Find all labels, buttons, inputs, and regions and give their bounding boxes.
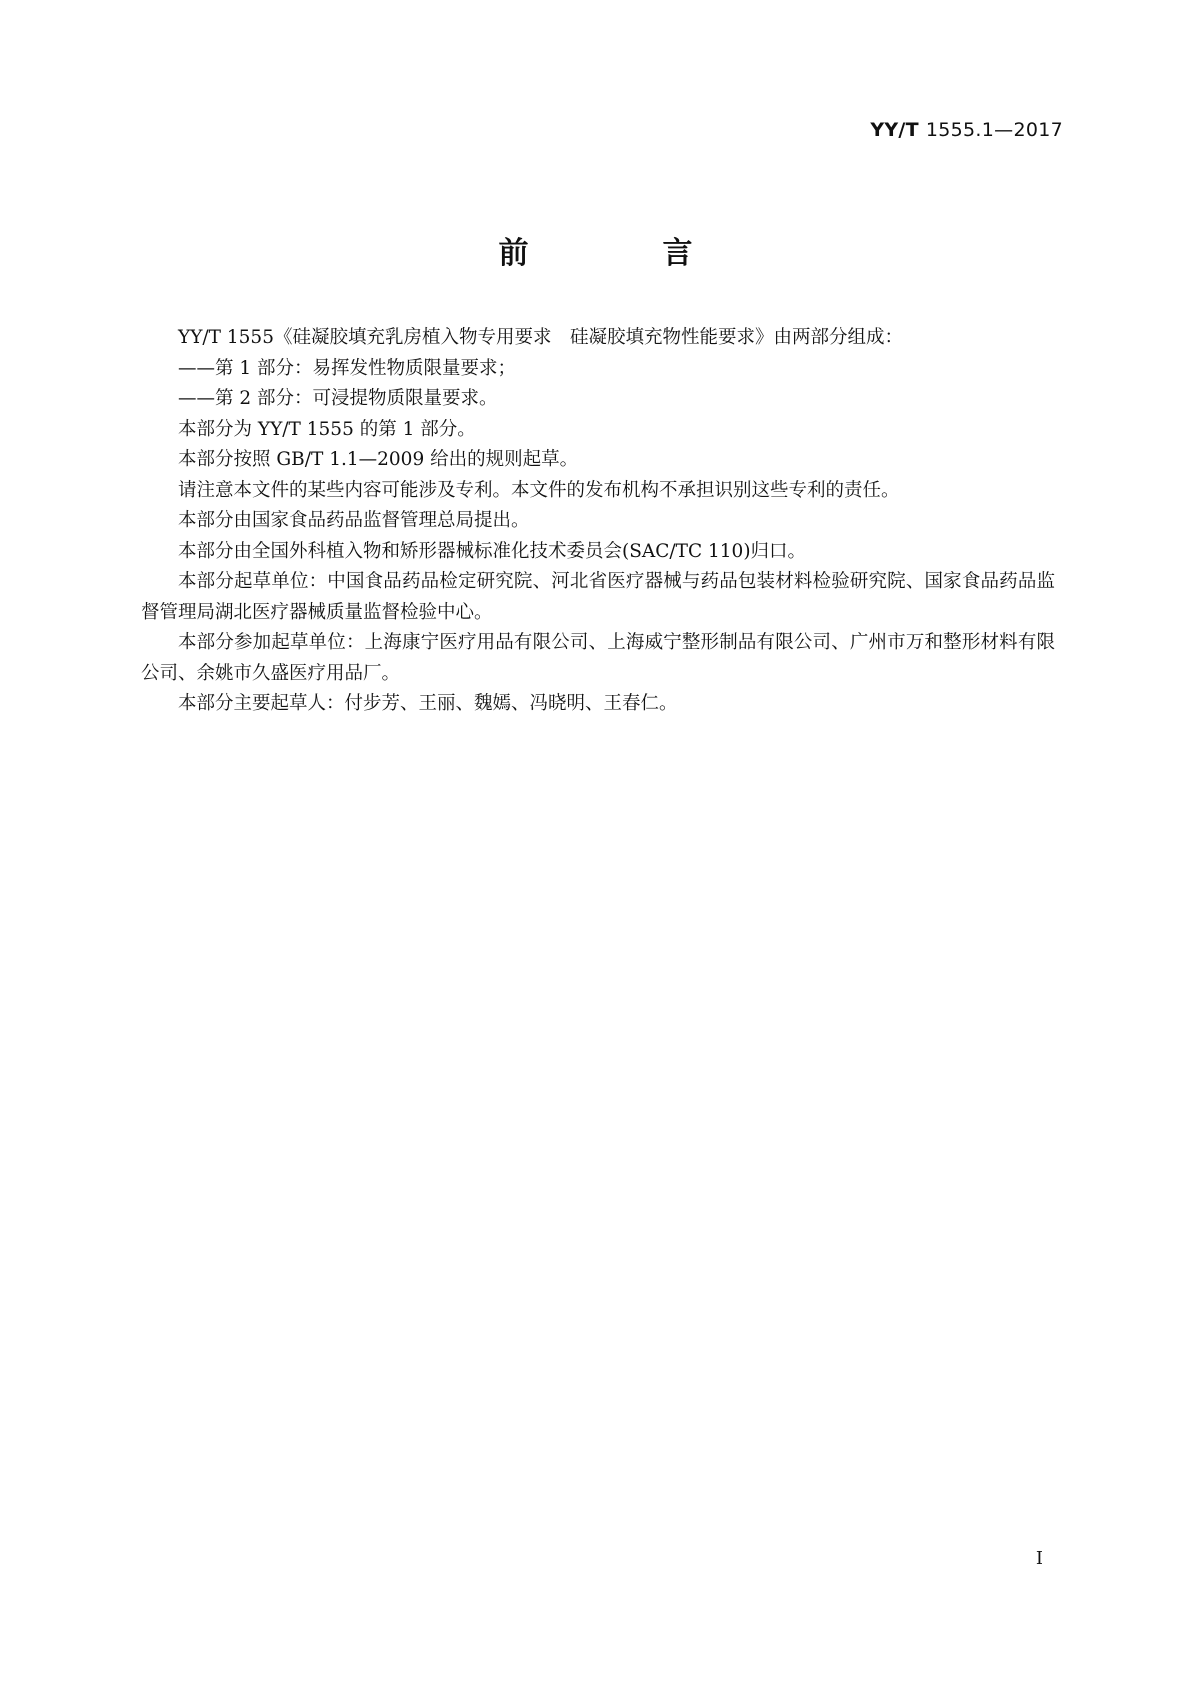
paragraph-proposer: 本部分由国家食品药品监督管理总局提出。 xyxy=(178,510,530,531)
paragraph-drafters: 本部分主要起草人：付步芳、王丽、魏嫣、冯晓明、王春仁。 xyxy=(178,693,678,714)
paragraph-committee: 本部分由全国外科植入物和矫形器械标准化技术委员会(SAC/TC 110)归口。 xyxy=(178,540,807,562)
paragraph-patent-notice: 请注意本文件的某些内容可能涉及专利。本文件的发布机构不承担识别这些专利的责任。 xyxy=(178,479,900,501)
standard-code-number: 1555.1—2017 xyxy=(925,119,1063,141)
paragraph-part-statement: 本部分为 YY/T 1555 的第 1 部分。 xyxy=(178,418,476,440)
paragraph-composition: YY/T 1555《硅凝胶填充乳房植入物专用要求 硅凝胶填充物性能要求》由两部分组成： xyxy=(178,327,903,348)
page-title: 前 言 xyxy=(498,236,745,271)
paragraph-drafting-rules: 本部分按照 GB/T 1.1—2009 给出的规则起草。 xyxy=(178,449,579,470)
foreword-body xyxy=(141,323,1055,720)
page-number: I xyxy=(1035,1548,1043,1569)
standard-code-prefix: YY/T xyxy=(870,119,919,141)
list-item-part-2: ——第 2 部分：可浸提物质限量要求。 xyxy=(178,388,498,409)
paragraph-drafting-units: 本部分起草单位：中国食品药品检定研究院、河北省医疗器械与药品包装材料检验研究院、国家食品药品监督管理局湖北医疗器械质量监督检验中心。 xyxy=(141,571,1055,623)
list-item-part-1: ——第 1 部分：易挥发性物质限量要求； xyxy=(178,357,517,379)
standard-code xyxy=(870,119,1063,141)
paragraph-participating-units: 本部分参加起草单位：上海康宁医疗用品有限公司、上海威宁整形制品有限公司、广州市万和整形材料有限公司、余姚市久盛医疗用品厂。 xyxy=(141,632,1055,684)
